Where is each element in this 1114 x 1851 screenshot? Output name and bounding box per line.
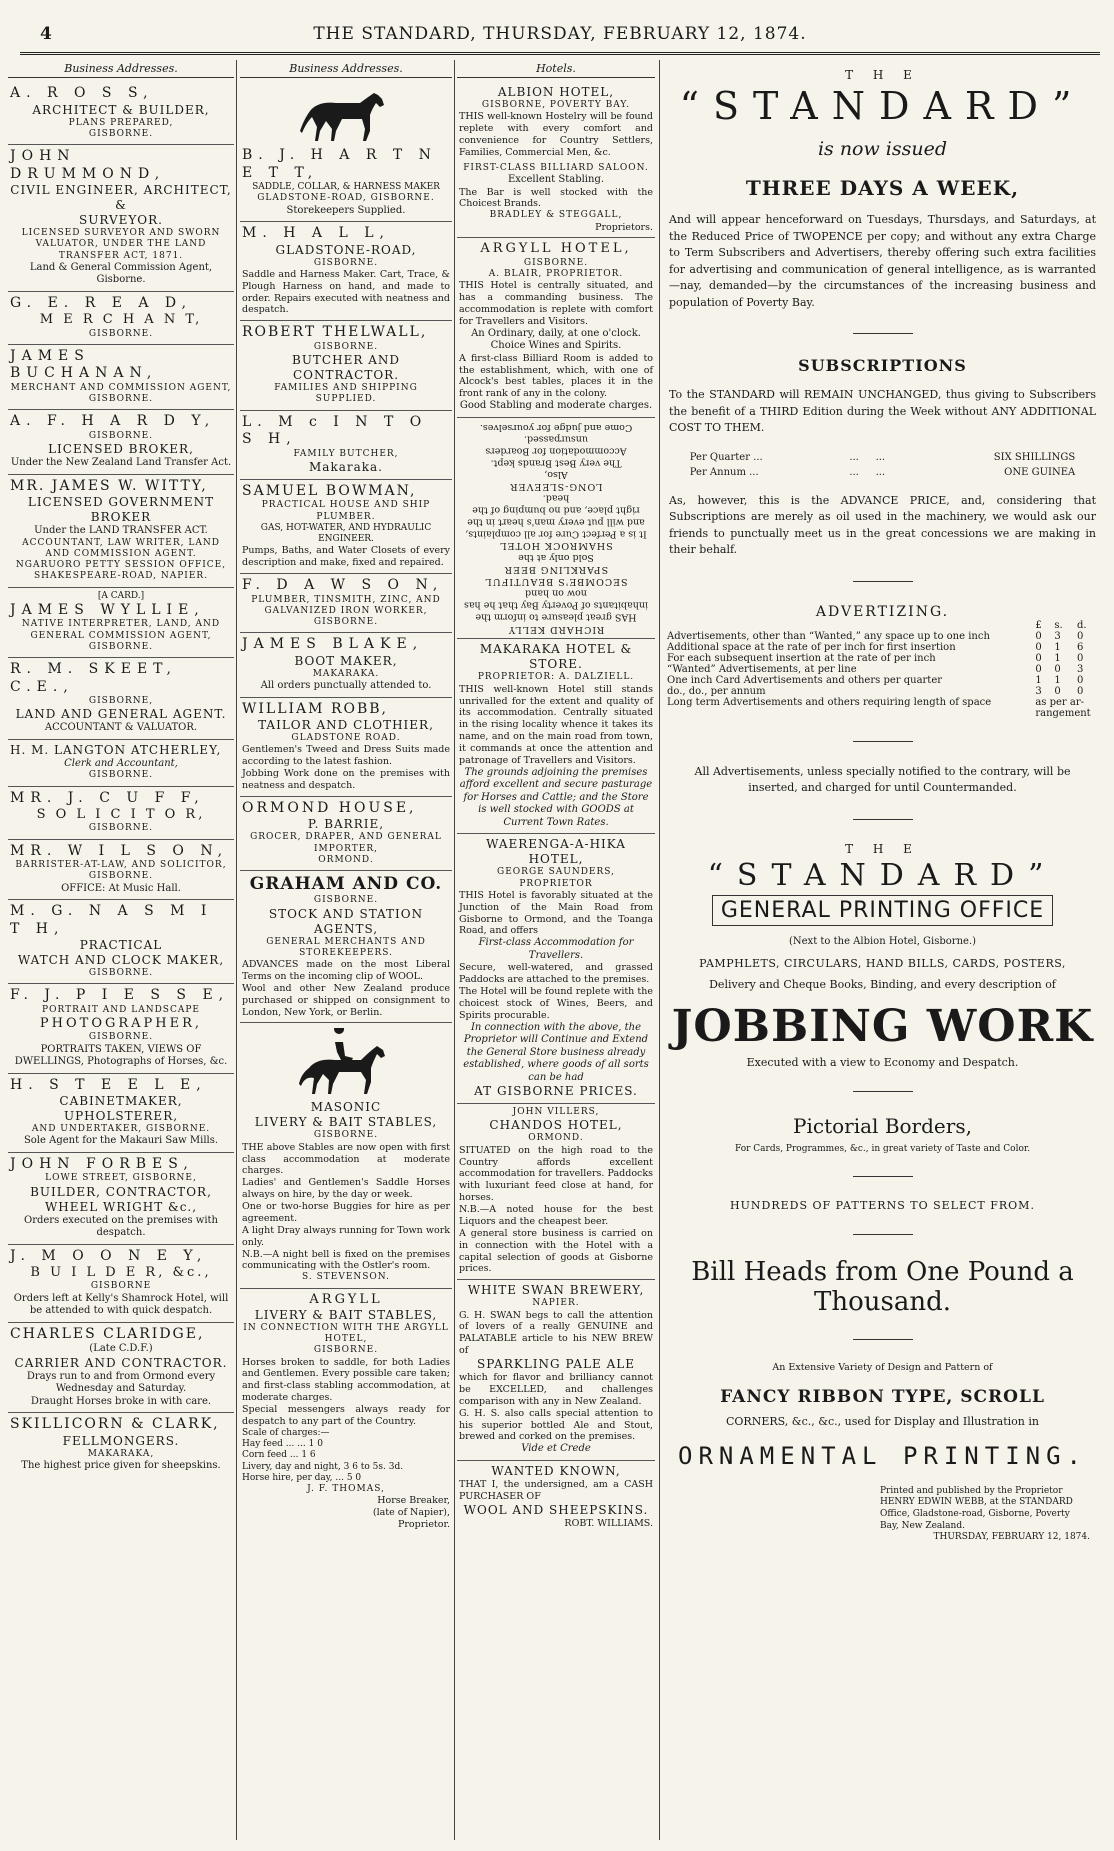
advertizing-heading: ADVERTIZING. xyxy=(815,603,950,620)
table-row: Advertisements, other than “Wanted,” any space up to one inch 0 3 0 xyxy=(667,630,1084,642)
divider xyxy=(853,819,913,820)
column-standard-notice xyxy=(665,62,1100,1842)
corners-line: CORNERS, &c., &c., used for Display and Illustration in xyxy=(726,1414,1039,1428)
ad-waerenga-hotel: WAERENGA-A-HIKA HOTEL, GEORGE SAUNDERS, PROPRIETOR THIS Hotel is favorably situated at the Junction of the Main Road from Gisborne to Ormond, and the Toanga Road, and offers First-class Accommodation for Travellers. Secure, well-watered, and grassed Paddocks are attached to the premises. The Hotel will be found replete with the choicest stock of Wines, Beers, and Spirits procurable. In connection with the above, the Proprietor will Continue and Extend the General Store business already established, where goods of all sorts can be had AT GISBORNE PRICES. xyxy=(457,834,655,1104)
column-business-2 xyxy=(240,62,452,1842)
pictorial-borders-heading: Pictorial Borders, xyxy=(793,1113,972,1138)
ad-skeet: R. M. SKEET, C.E., GISBORNE, LAND AND GENERAL AGENT. ACCOUNTANT & VALUATOR. xyxy=(8,658,234,740)
table-row: Additional space at the rate of per inch for first insertion 0 1 6 xyxy=(667,641,1084,653)
ad-ormond-house: ORMOND HOUSE, P. BARRIE, GROCER, DRAPER, AND GENERAL IMPORTER, ORMOND. xyxy=(240,797,452,871)
table-row: For each subsequent insertion at the rate of per inch 0 1 0 xyxy=(667,652,1084,664)
ad-argyll-hotel: ARGYLL HOTEL, GISBORNE. A. BLAIR, PROPRIETOR. THIS Hotel is centrally situated, and has a commanding business. The accommodation is replete with comfort for Travellers and Visitors. An Ordinary, daily, at one o'clock. Choice Wines and Spirits. A first-class Billiard Room is added to the establishment, which, with one of Alcock's best tables, places it in the front rank of any in the colony. Good Stabling and moderate charges. xyxy=(457,238,655,417)
page-number: 4 xyxy=(40,24,52,44)
ad-claridge: CHARLES CLARIDGE, (Late C.D.F.) CARRIER AND CONTRACTOR. Drays run to and from Ormond every Wednesday and Saturday. Draught Horses broke in with care. xyxy=(8,1323,234,1414)
pamphlets-line: PAMPHLETS, CIRCULARS, HAND BILLS, CARDS, POSTERS, xyxy=(699,956,1066,970)
ad-graham: GRAHAM AND CO. GISBORNE. STOCK AND STATION AGENTS, GENERAL MERCHANTS AND STOREKEEPERS. ADVANCES made on the most Liberal Terms on the incoming clip of WOOL. Wool and other New Zealand produce purchased or shipped on consignment to London, New York, or Berlin. xyxy=(240,871,452,1023)
ad-makaraka-hotel: MAKARAKA HOTEL & STORE. PROPRIETOR: A. DALZIELL. THIS well-known Hotel still stands unrivalled for the extent and quality of its accommodation. Centrally situated in the rising locality whence it takes its name, and on the main road from town, it commands at once the attention and patronage of Travellers and Visitors. The grounds adjoining the premises afford excellent and secure pasturage for Horses and Cattle; and the Store is well stocked with GOODS at Current Town Rates. xyxy=(457,639,655,834)
ad-hardy: A. F. H A R D Y, GISBORNE. LICENSED BROKER, Under the New Zealand Land Transfer Act. xyxy=(8,410,234,474)
table-row: do., do., per annum 3 0 0 xyxy=(667,685,1084,697)
divider xyxy=(853,1176,913,1177)
column-heading: Hotels. xyxy=(457,62,655,78)
ad-thelwall: ROBERT THELWALL, GISBORNE. BUTCHER AND CONTRACTOR. FAMILIES AND SHIPPING SUPPLIED. xyxy=(240,321,452,410)
divider xyxy=(853,1234,913,1235)
divider xyxy=(853,741,913,742)
ad-bowman: SAMUEL BOWMAN, PRACTICAL HOUSE AND SHIP PLUMBER. GAS, HOT-WATER, AND HYDRAULIC ENGINEER. Pumps, Baths, and Water Closets of every description and make, fixed and repaired. xyxy=(240,480,452,574)
table-row: “Wanted” Advertisements, at per line 0 0 3 xyxy=(667,663,1084,675)
ad-mooney: J. M O O N E Y, B U I L D E R, &c., GISBORNE Orders left at Kelly's Shamrock Hotel, will be attended to with quick despatch. xyxy=(8,1245,234,1323)
table-row: Per Annum ... ... ... ONE GUINEA xyxy=(689,466,1076,478)
ad-ross: A. R O S S, ARCHITECT & BUILDER, PLANS PREPARED, GISBORNE. xyxy=(8,82,234,145)
advertizing-rates-table xyxy=(665,620,1100,719)
printing-office-banner: GENERAL PRINTING OFFICE xyxy=(712,895,1053,926)
column-rule xyxy=(454,60,455,1840)
rider-icon xyxy=(291,1028,401,1098)
ornamental-printing-line: ORNAMENTAL PRINTING. xyxy=(678,1441,1087,1470)
ad-hall: M. H A L L, GLADSTONE-ROAD, GISBORNE. Saddle and Harness Maker. Cart, Trace, & Plough Harness on hand, and made to order. Repairs executed with neatness and despatch. xyxy=(240,222,452,321)
ad-piesse: F. J. P I E S S E, PORTRAIT AND LANDSCAPE PHOTOGRAPHER, GISBORNE. PORTRAITS TAKEN, VIEWS OF DWELLINGS, Photographs of Horses, &c. xyxy=(8,984,234,1073)
ad-wanted-known: WANTED KNOWN, THAT I, the undersigned, am a CASH PURCHASER OF WOOL AND SHEEPSKINS. ROBT. WILLIAMS. xyxy=(459,1463,653,1529)
ad-drummond: JOHN DRUMMOND, CIVIL ENGINEER, ARCHITECT, & SURVEYOR. LICENSED SURVEYOR AND SWORN VALUATOR, UNDER THE LAND TRANSFER ACT, 1871. Land & General Commission Agent, Gisborne. xyxy=(8,145,234,292)
ad-forbes: JOHN FORBES, LOWE STREET, GISBORNE, BUILDER, CONTRACTOR, WHEEL WRIGHT &c., Orders executed on the premises with despatch. xyxy=(8,1153,234,1245)
ad-buchanan: JAMES BUCHANAN, MERCHANT AND COMMISSION AGENT, GISBORNE. xyxy=(8,345,234,411)
office-location: (Next to the Albion Hotel, Gisborne.) xyxy=(788,935,977,947)
ad-dawson: F. D A W S O N, PLUMBER, TINSMITH, ZINC, AND GALVANIZED IRON WORKER, GISBORNE. xyxy=(240,574,452,633)
ad-atcherley: H. M. LANGTON ATCHERLEY, Clerk and Accountant, GISBORNE. xyxy=(8,740,234,787)
subscriptions-text: To the STANDARD will REMAIN UNCHANGED, thus giving to Subscribers the benefit of a THIRD Edition during the Week without ANY ADDITIONAL COST TO THEM. xyxy=(669,388,1096,434)
standard-title-2: “STANDARD” xyxy=(707,857,1058,893)
divider xyxy=(853,581,913,582)
column-hotels xyxy=(457,62,655,1842)
table-row: One inch Card Advertisements and others per quarter 1 1 0 xyxy=(667,674,1084,686)
extensive-variety-line: An Extensive Variety of Design and Pattern of xyxy=(772,1361,993,1373)
ad-wilson: MR. W I L S O N, BARRISTER-AT-LAW, AND SOLICITOR, GISBORNE. OFFICE: At Music Hall. xyxy=(8,840,234,901)
column-heading: Business Addresses. xyxy=(240,62,452,78)
divider xyxy=(853,1339,913,1340)
table-row: Long term Advertisements and others requiring length of space as per ar- xyxy=(667,696,1085,708)
ad-witty: MR. JAMES W. WITTY, LICENSED GOVERNMENT BROKER Under the LAND TRANSFER ACT. ACCOUNTANT, LAW WRITER, LAND AND COMMISSION AGENT. NGARUORO PETTY SESSION OFFICE, SHAKESPEARE-ROAD, NAPIER. xyxy=(8,475,234,588)
the-label: T H E xyxy=(845,68,920,82)
advertizing-note: All Advertisements, unless specially notified to the contrary, will be inserted, and charged for until Countermanded. xyxy=(694,764,1071,794)
ad-masonic-stables: MASONIC LIVERY & BAIT STABLES, GISBORNE. THE above Stables are now open with first class accommodation at moderate charges. Ladies' and Gentlemen's Saddle Horses always on hire, by the day or week. One or two-horse Buggies for hire as per agreement. A light Dray always running for Town work only. N.B.—A night bell is fixed on the premises communicating with the Ostler's room. S. STEVENSON. xyxy=(240,1023,452,1288)
table-row: Per Quarter ... ... ... SIX SHILLINGS xyxy=(689,451,1076,463)
ad-kelly-inverted: Come and judge for yourselves. The very Best Brands kept. Accommodation for Boarders unsurpassed. Also, LONG-SLEEVER It is a Perfect Cure for all complaints, and will put every man's heart in the right place, and no bumping of the head. SHAMROCK HOTEL Sold only at the SECOMBE'S BEAUTIFUL SPARKLING BEER HAS great pleasure to inform the inhabitants of Poverty Bay that he has now on hand RICHARD KELLY xyxy=(457,418,655,640)
masthead xyxy=(20,18,1100,55)
three-days-heading: THREE DAYS A WEEK, xyxy=(745,176,1020,200)
issued-line: is now issued xyxy=(817,138,948,160)
ad-cuff: MR. J. C U F F, S O L I C I T O R, GISBORNE. xyxy=(8,787,234,840)
printer-imprint: Printed and published by the Proprietor HENRY EDWIN WEBB, at the STANDARD Office, Gladstone-road, Gisborne, Poverty Bay, New Zealand. THURSDAY, FEBRUARY 12, 1874. xyxy=(880,1485,1090,1543)
ad-wyllie: [A CARD.] JAMES WYLLIE, NATIVE INTERPRETER, LAND, AND GENERAL COMMISSION AGENT, GISBORNE. xyxy=(8,588,234,659)
the-label: T H E xyxy=(845,841,920,856)
column-heading: Business Addresses. xyxy=(8,62,234,78)
standard-title: “STANDARD” xyxy=(679,84,1086,128)
fancy-ribbon-line: FANCY RIBBON TYPE, SCROLL xyxy=(720,1386,1045,1407)
horse-icon xyxy=(296,87,396,145)
ad-albion-hotel: ALBION HOTEL, GISBORNE, POVERTY BAY. THIS well-known Hostelry will be found replete with every comfort and convenience for Country Settlers, Families, Commercial Men, &c. FIRST-CLASS BILLIARD SALOON. Excellent Stabling. The Bar is well stocked with the Choicest Brands. BRADLEY & STEGGALL, Proprietors. xyxy=(457,82,655,238)
ad-skillicorn: SKILLICORN & CLARK, FELLMONGERS. MAKARAKA, The highest price given for sheepskins. xyxy=(10,1416,221,1471)
bill-heads-line-1: Bill Heads from One Pound a xyxy=(691,1256,1074,1287)
ad-steele: H. S T E E L E, CABINETMAKER, UPHOLSTERER, AND UNDERTAKER, GISBORNE. Sole Agent for the Makauri Saw Mills. xyxy=(8,1074,234,1153)
ad-white-swan: WHITE SWAN BREWERY, NAPIER. G. H. SWAN begs to call the attention of lovers of a really GENUINE and PALATABLE article to his NEW BREW of SPARKLING PALE ALE which for flavor and brilliancy cannot be EXCELLED, and challenges comparison with any in New Zealand. G. H. S. also calls special attention to his superior bottled Ale and Stout, brewed and corked on the premises. Vide et Crede xyxy=(457,1280,655,1461)
cards-line: For Cards, Programmes, &c., in great variety of Taste and Color. xyxy=(734,1143,1031,1154)
column-rule xyxy=(236,60,237,1840)
ad-hartnett: B. J. H A R T N E T T, SADDLE, COLLAR, & HARNESS MAKER GLADSTONE-ROAD, GISBORNE. Storekeepers Supplied. xyxy=(240,82,452,222)
divider xyxy=(853,333,913,334)
ad-mcintosh: L. M c I N T O S H, FAMILY BUTCHER, Makaraka. xyxy=(240,411,452,480)
ad-argyll-stables: ARGYLL LIVERY & BAIT STABLES, IN CONNECTION WITH THE ARGYLL HOTEL, GISBORNE. Horses broken to saddle, for both Ladies and Gentlemen. Every possible care taken; and first-class stabling accommodation, at moderate charges. Special messengers always ready for despatch to any part of the Country. Scale of charges:— Hay feed ... ... 1 0 Corn feed ... 1 6 Livery, day and night, 3 6 to 5s. 3d. Horse hire, per day, ... 5 0 J. F. THOMAS, Horse Breaker, (late of Napier), Proprietor. xyxy=(242,1291,450,1530)
ad-nasmith: M. G. N A S M I T H, PRACTICAL WATCH AND CLOCK MAKER, GISBORNE. xyxy=(8,900,234,984)
ad-read: G. E. R E A D, M E R C H A N T, GISBORNE. xyxy=(8,292,234,345)
column-rule xyxy=(659,60,660,1840)
bill-heads-line-2: Thousand. xyxy=(814,1286,951,1317)
subscriptions-note: As, however, this is the ADVANCE PRICE, and, considering that Subscriptions are merely as oil used in the machinery, we would ask our friends to punctually meet us in the great concessions we are making in their behalf. xyxy=(669,493,1096,556)
patterns-line: HUNDREDS OF PATTERNS TO SELECT FROM. xyxy=(730,1198,1035,1212)
ad-chandos-hotel: JOHN VILLERS, CHANDOS HOTEL, ORMOND. SITUATED on the high road to the Country affords excellent accommodation for travellers. Paddocks with luxuriant feed close at hand, for horses. N.B.—A noted house for the best Liquors and the cheapest beer. A general store business is carried on in connection with the Hotel with a capital selection of goods at Gisborne prices. xyxy=(457,1104,655,1280)
executed-line: Executed with a view to Economy and Despatch. xyxy=(746,1055,1019,1069)
ad-blake: JAMES BLAKE, BOOT MAKER, MAKARAKA. All orders punctually attended to. xyxy=(240,633,452,697)
page-title: THE STANDARD, THURSDAY, FEBRUARY 12, 1874. xyxy=(313,24,807,44)
subscription-table xyxy=(687,449,1079,481)
column-business-1 xyxy=(8,62,234,1842)
announcement-text: And will appear henceforward on Tuesdays, Thursdays, and Saturdays, at the Reduced Price of TWOPENCE per copy; and without any extra Charge to Term Subscribers and Advertisers, thereby offering such extra facilities for advertising and communication of general intelligence, as is warranted—nay, demanded—by the circumstances of the increasing business and population of Poverty Bay. xyxy=(669,213,1096,309)
table-row: rangement xyxy=(1035,707,1091,719)
jobbing-work-heading: JOBBING WORK xyxy=(671,1000,1094,1052)
delivery-line: Delivery and Cheque Books, Binding, and every description of xyxy=(709,977,1056,991)
ad-robb: WILLIAM ROBB, TAILOR AND CLOTHIER, GLADSTONE ROAD. Gentlemen's Tweed and Dress Suits made according to the latest fashion. Jobbing Work done on the premises with neatness and despatch. xyxy=(240,698,452,797)
subscriptions-heading: SUBSCRIPTIONS xyxy=(798,356,967,375)
divider xyxy=(853,1091,913,1092)
table-header: £ s. d. xyxy=(1035,619,1087,631)
